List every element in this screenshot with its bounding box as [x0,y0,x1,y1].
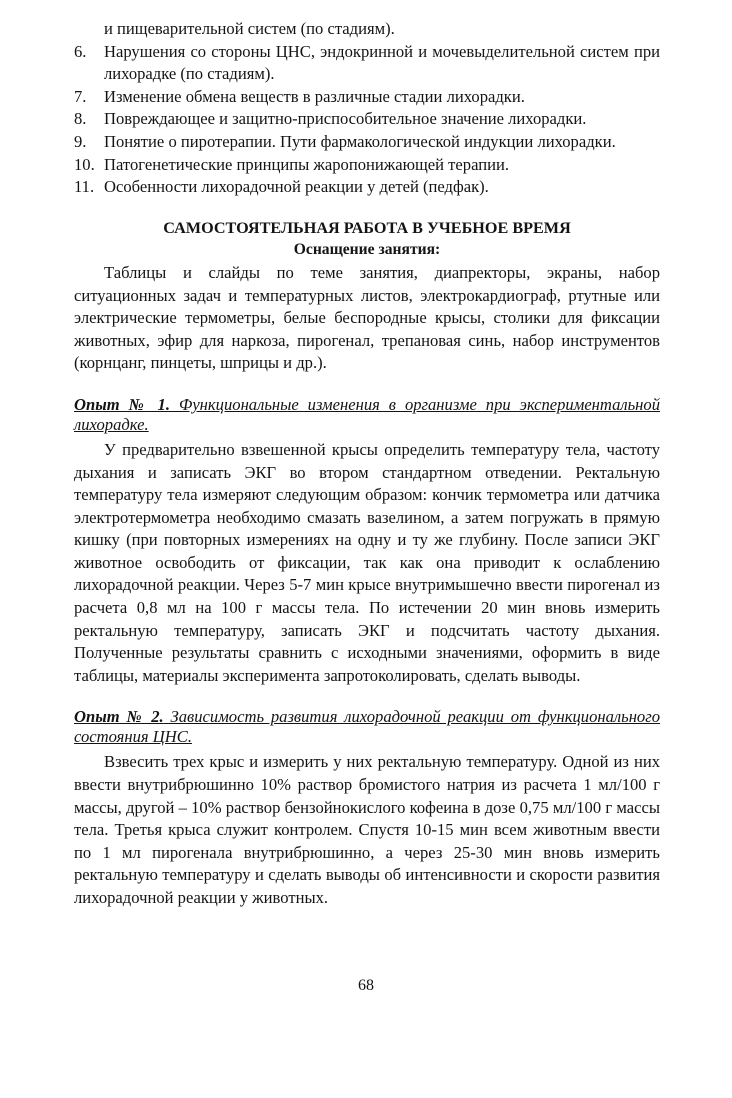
list-item-text: Понятие о пиротерапии. Пути фармакологической индукции лихорадки. [104,131,616,151]
list-item-number: 7. [74,86,87,106]
section-subtitle: Оснащение занятия: [293,241,441,259]
list-item-number: 10. [74,154,95,174]
list-item [74,86,660,109]
experiment-1-label: Опыт № 1. [74,394,170,414]
list-item [74,154,660,177]
list-item-number: 6. [74,41,87,61]
list-item-number: 11. [74,177,95,197]
experiment-2-title: Зависимость развития лихорадочной реакции от функционального состояния ЦНС. [74,707,660,747]
experiment-1-body: У предварительно взвешенной крысы определить температуру тела, частоту дыхания и записать ЭКГ во втором стандартном отведении. Ректальную температуру тела измеряют следующим образом: кончик термометра или датчика электротермометра необходимо смазать вазелином, а затем погружать в прямую кишку (при повторных измерениях на одну и ту же глубину. После записи ЭКГ животное освободить от фиксации, так как она приводит к ослаблению лихорадочной реакции. Через 5-7 мин крысе внутримышечно ввести пирогенал из расчета 0,8 мл на 100 г массы тела. По истечении 20 мин вновь измерить ректальную температуру, записать ЭКГ и подсчитать частоту дыхания. Полученные результаты сравнить с исходными значениями, оформить в виде таблицы, материалы эксперимента запротоколировать, сделать выводы. [74,439,660,685]
list-item-text: Нарушения со стороны ЦНС, эндокринной и мочевыделительной систем при лихорадке (по стадиям). [104,41,660,84]
list-item-text: Особенности лихорадочной реакции у детей (педфак). [104,177,489,197]
list-item-text: Патогенетические принципы жаропонижающей терапии. [104,154,510,174]
list-item [74,108,660,131]
equipment-paragraph: Таблицы и слайды по теме занятия, диапректоры, экраны, набор ситуационных задач и температурных листов, электрокардиограф, ртутные или электрические термометры, белые беспородные крысы, столики для фиксации животных, эфир для наркоза, пирогенал, трепановая синь, набор инструментов (корнцанг, пинцеты, шприцы и др.). [74,262,660,373]
list-item-number: 9. [74,131,87,151]
experiment-2-heading [74,707,660,747]
question-list [74,41,660,199]
list-continuation: и пищеварительной систем (по стадиям). [104,19,395,38]
list-item [74,176,660,199]
section-title: САМОСТОЯТЕЛЬНАЯ РАБОТА В УЧЕБНОЕ ВРЕМЯ [163,218,571,237]
list-item-number: 8. [74,109,87,129]
list-item [74,41,660,86]
list-item-text: Повреждающее и защитно-приспособительное значение лихорадки. [104,109,587,129]
page-number: 68 [358,977,374,994]
list-item-text: Изменение обмена веществ в различные стадии лихорадки. [104,86,525,106]
experiment-1-title: Функциональные изменения в организме при экспериментальной лихорадке. [74,394,661,434]
list-item [74,131,660,154]
experiment-2-body: Взвесить трех крыс и измерить у них ректальную температуру. Одной из них ввести внутрибрюшинно 10% раствор бромистого натрия из расчета 1 мл/100 г массы, другой – 10% раствор бензойнокислого кофеина в дозе 0,75 мл/100 г массы тела. Третья крыса служит контролем. Спустя 10-15 мин всем животным ввести по 1 мл пирогенала внутрибрюшинно, а через 25-30 мин вновь измерить ректальную температуру и сделать выводы об интенсивности и скорости развития лихорадочной реакции у животных. [74,752,660,907]
experiment-2-label: Опыт № 2. [74,707,164,727]
experiment-1-heading [74,395,660,435]
